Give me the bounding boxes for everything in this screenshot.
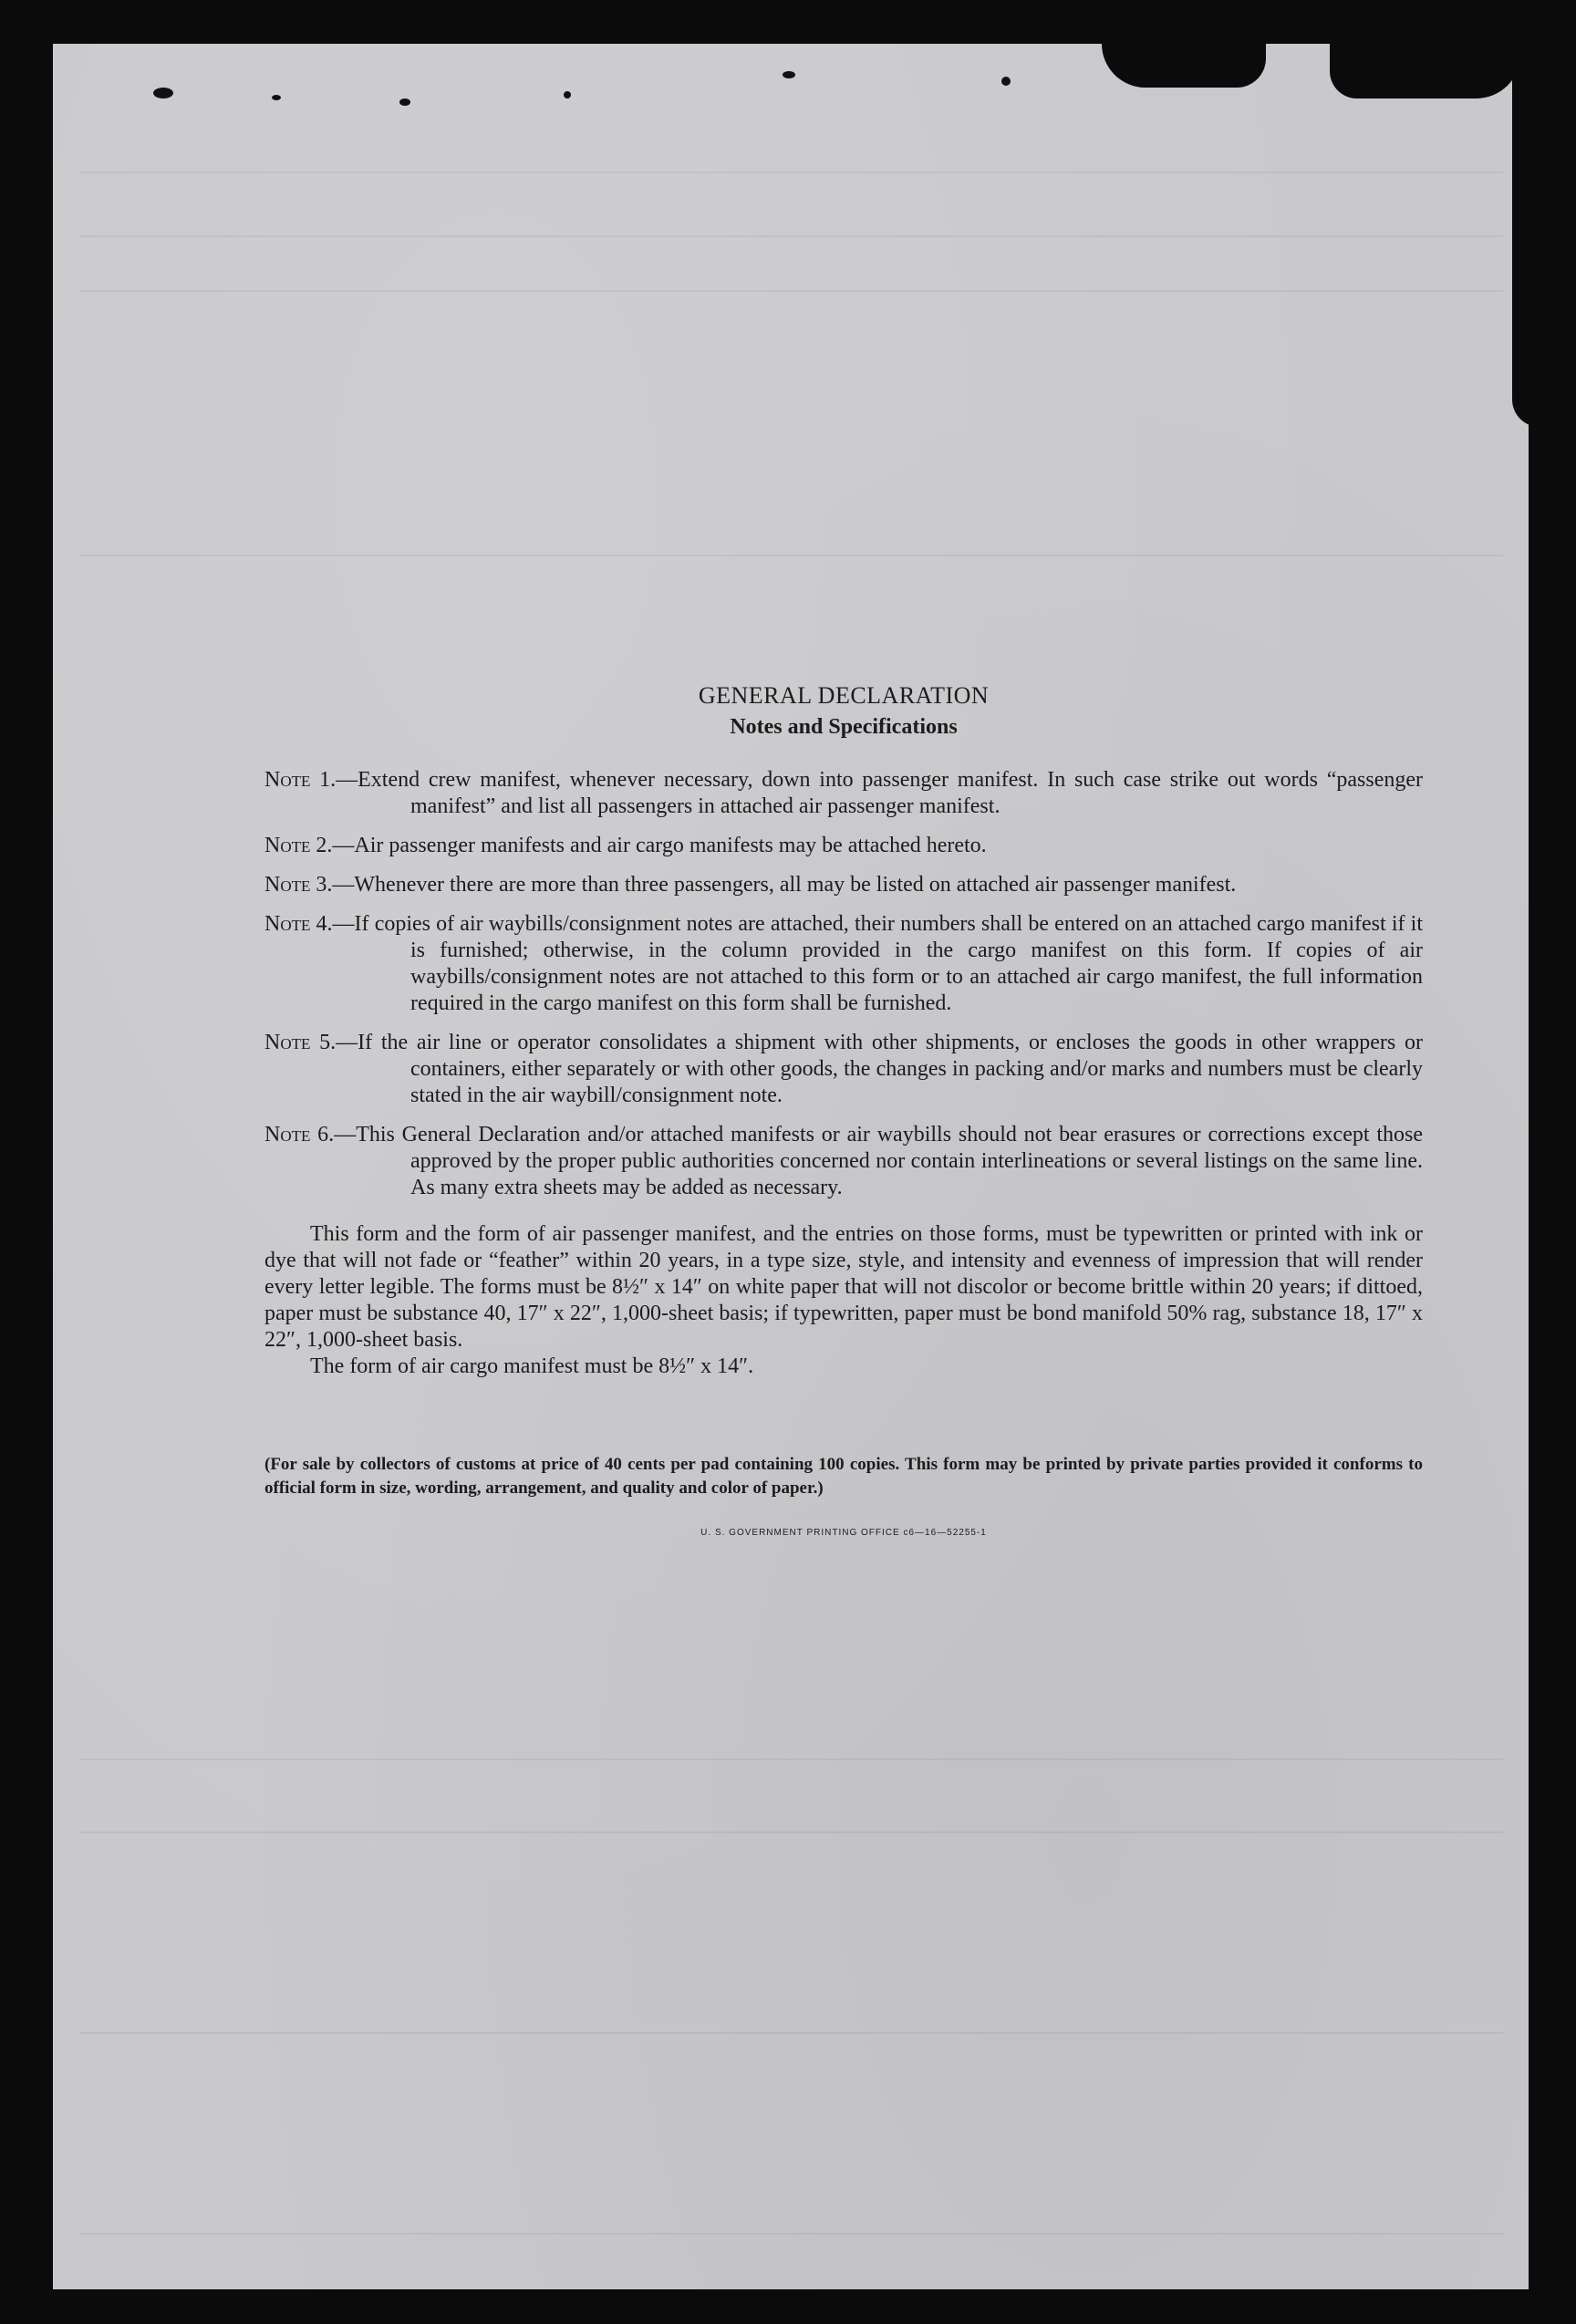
note-2: Note 2.—Air passenger manifests and air cargo manifests may be attached hereto. (264, 834, 987, 857)
note-text: If the air line or operator consolidates a shipment with other shipments, or encloses the goods in other wrappers or containers, either separately or with other goods, the changes in packing and/or marks and numbers must be clearly stated in the air waybill/consignment note. (358, 1031, 1423, 1107)
bleed-through-line (80, 2233, 1503, 2235)
note-text: Extend crew manifest, whenever necessary, down into passenger manifest. In such case strike out words “passenger manifest” and list all passengers in attached air passenger manifest. (358, 768, 1423, 818)
scan-speck (564, 91, 571, 99)
specification-paragraph: This form and the form of air passenger manifest, and the entries on those forms, must be typewritten or printed with ink or dye that will not fade or “feather” within 20 years, in a type size, style, and intensity and evenness of impression that will render every letter legible. The forms must be 8½″ x 14″ on white paper that will not discolor or become brittle within 20 years; if dittoed, paper must be substance 40, 17″ x 22″, 1,000-sheet basis; if typewritten, paper must be bond manifold 50% rag, substance 18, 17″ x 22″, 1,000-sheet basis. (264, 1222, 1423, 1352)
note-label: Note 4. (264, 912, 333, 936)
cargo-manifest-size-paragraph: The form of air cargo manifest must be 8½″ x 14″. (310, 1354, 754, 1378)
note-text: Whenever there are more than three passengers, all may be listed on attached air passenger manifest. (354, 873, 1237, 897)
torn-edge (1512, 44, 1540, 427)
scan-speck (153, 88, 173, 99)
page-title: GENERAL DECLARATION (698, 682, 990, 709)
scan-speck (783, 71, 795, 78)
scan-speck (1001, 77, 1011, 86)
bleed-through-line (80, 555, 1503, 556)
bleed-through-line (80, 290, 1503, 292)
note-label: Note 3. (264, 873, 333, 897)
printer-imprint: U. S. GOVERNMENT PRINTING OFFICE c6—16—52255-1 (700, 1528, 987, 1538)
bleed-through-line (80, 1831, 1503, 1833)
notes-content (264, 682, 1423, 1538)
torn-edge (1330, 44, 1521, 99)
bleed-through-line (80, 1759, 1503, 1760)
note-1: Note 1.—Extend crew manifest, whenever necessary, down into passenger manifest. In such case strike out words “passenger manifest” and list all passengers in attached air passenger manifest. (264, 768, 1423, 818)
scan-speck (272, 95, 281, 100)
bleed-through-line (80, 171, 1503, 173)
note-label: Note 6. (264, 1123, 335, 1146)
note-6: Note 6.—This General Declaration and/or attached manifests or air waybills should not bear erasures or corrections except those approved by the proper public authorities concerned nor contain interlineations or several listings on the same line. As many extra sheets may be added as necessary. (264, 1123, 1423, 1199)
torn-edge (1102, 44, 1266, 88)
bleed-through-line (80, 235, 1503, 237)
document-page (53, 44, 1529, 2289)
note-text: Air passenger manifests and air cargo manifests may be attached hereto. (354, 834, 987, 857)
note-5: Note 5.—If the air line or operator consolidates a shipment with other shipments, or encloses the goods in other wrappers or containers, either separately or with other goods, the changes in packing and/or marks and numbers must be clearly stated in the air waybill/consignment note. (264, 1031, 1423, 1107)
note-text: This General Declaration and/or attached manifests or air waybills should not bear erasures or corrections except those approved by the proper public authorities concerned nor contain interlineations or several listings on the same line. As many extra sheets may be added as necessary. (356, 1123, 1423, 1199)
bleed-through-line (80, 2032, 1503, 2034)
scan-speck (399, 99, 410, 106)
note-label: Note 2. (264, 834, 333, 857)
note-label: Note 1. (264, 768, 337, 792)
sale-notice: (For sale by collectors of customs at price of 40 cents per pad containing 100 copies. This form may be printed by private parties provided it conforms to official form in size, wording, arrangement, and quality and color of paper.) (264, 1455, 1423, 1498)
note-4: Note 4.—If copies of air waybills/consignment notes are attached, their numbers shall be entered on an attached cargo manifest if it is furnished; otherwise, in the column provided in the cargo manifest on this form. If copies of air waybills/consignment notes are not attached to this form or to an attached air cargo manifest, the full information required in the cargo manifest on this form shall be furnished. (264, 912, 1423, 1015)
note-text: If copies of air waybills/consignment notes are attached, their numbers shall be entered on an attached cargo manifest if it is furnished; otherwise, in the column provided in the cargo manifest on this form. If copies of air waybills/consignment notes are not attached to this form or to an attached air cargo manifest, the full information required in the cargo manifest on this form shall be furnished. (354, 912, 1423, 1015)
note-label: Note 5. (264, 1031, 337, 1054)
note-3: Note 3.—Whenever there are more than three passengers, all may be listed on attached air passenger manifest. (264, 873, 1237, 897)
page-subtitle: Notes and Specifications (730, 715, 958, 739)
